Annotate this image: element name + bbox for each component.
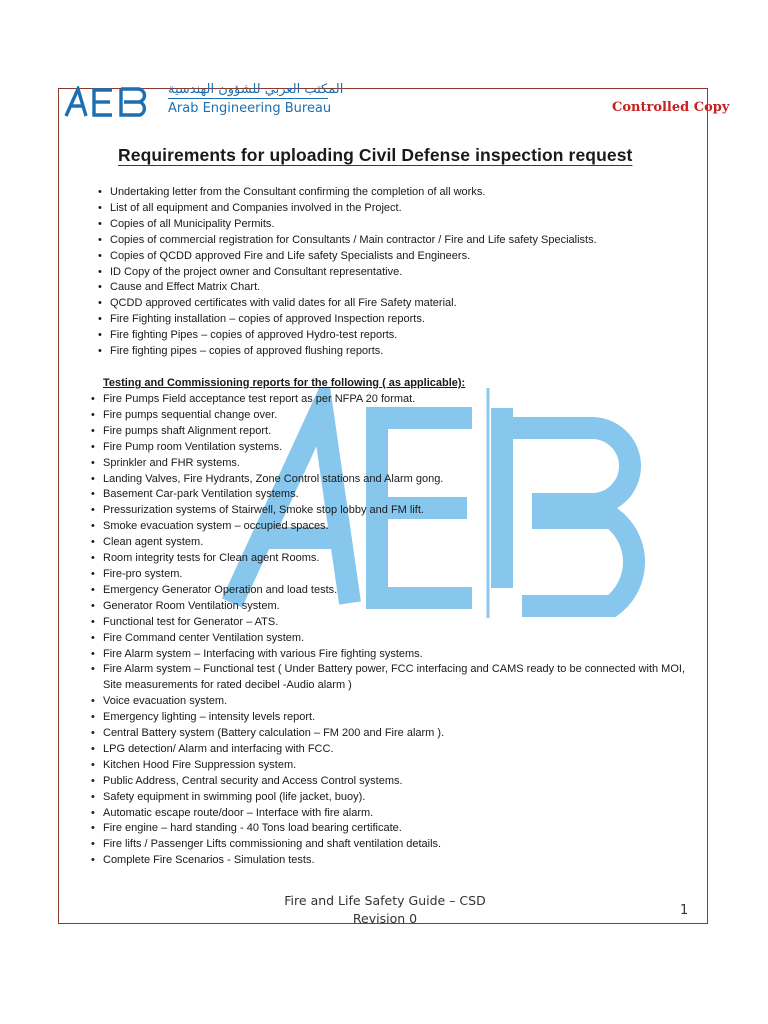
testing-section-heading: Testing and Commissioning reports for the following ( as applicable): bbox=[103, 377, 466, 389]
list-item bbox=[91, 535, 693, 551]
list-item-text: Generator Room Ventilation system. bbox=[103, 599, 280, 612]
list-item bbox=[91, 567, 693, 583]
list-item bbox=[98, 201, 597, 217]
footer-revision: Revision 0 bbox=[352, 911, 418, 926]
bullet-icon: • bbox=[91, 663, 95, 676]
bullet-icon: • bbox=[91, 790, 95, 803]
list-item bbox=[91, 456, 693, 472]
bullet-icon: • bbox=[91, 647, 95, 660]
list-item bbox=[91, 821, 693, 837]
list-item-text: Landing Valves, Fire Hydrants, Zone Control stations and Alarm gong. bbox=[103, 472, 444, 485]
list-item-text: Fire fighting pipes – copies of approved flushing reports. bbox=[110, 345, 384, 358]
bullet-icon: • bbox=[91, 631, 95, 644]
list-item-text: Room integrity tests for Clean agent Rooms. bbox=[103, 552, 320, 565]
list-item bbox=[91, 551, 693, 567]
bullet-icon: • bbox=[98, 249, 102, 262]
bullet-icon: • bbox=[91, 615, 95, 628]
list-item bbox=[91, 503, 693, 519]
list-item-text: Fire fighting Pipes – copies of approved Hydro-test reports. bbox=[110, 329, 398, 342]
bullet-icon: • bbox=[91, 838, 95, 851]
list-item-text: Undertaking letter from the Consultant confirming the completion of all works. bbox=[110, 186, 486, 198]
list-item bbox=[91, 774, 693, 790]
list-item-text: ID Copy of the project owner and Consultant representative. bbox=[110, 265, 403, 278]
list-item bbox=[91, 440, 693, 456]
list-item-text: List of all equipment and Companies involved in the Project. bbox=[110, 201, 402, 214]
page-number: 1 bbox=[680, 903, 689, 918]
bullet-icon: • bbox=[98, 217, 102, 230]
list-item-text: Fire engine – hard standing - 40 Tons load bearing certificate. bbox=[103, 822, 402, 835]
bullet-icon: • bbox=[98, 186, 102, 198]
bullet-icon: • bbox=[98, 281, 102, 294]
list-item bbox=[91, 615, 693, 631]
bullet-icon: • bbox=[91, 822, 95, 835]
list-item bbox=[98, 217, 597, 233]
list-item bbox=[91, 647, 693, 663]
list-item bbox=[91, 790, 693, 806]
bullet-icon: • bbox=[91, 440, 95, 453]
bullet-icon: • bbox=[91, 393, 95, 405]
bullet-icon: • bbox=[91, 854, 95, 867]
list-item-text: Automatic escape route/door – Interface with fire alarm. bbox=[103, 806, 374, 819]
list-item-text: Copies of commercial registration for Consultants / Main contractor / Fire and Life safety Specialists. bbox=[110, 233, 597, 246]
list-item bbox=[98, 328, 597, 344]
bullet-icon: • bbox=[91, 472, 95, 485]
list-item bbox=[98, 249, 597, 265]
list-item bbox=[91, 726, 693, 742]
list-item-text: Clean agent system. bbox=[103, 536, 204, 549]
bullet-icon: • bbox=[91, 456, 95, 469]
list-item bbox=[91, 758, 693, 774]
list-item-text: Copies of all Municipality Permits. bbox=[110, 217, 275, 230]
list-item-text: Emergency Generator Operation and load tests. bbox=[103, 583, 338, 596]
list-item-text: Fire pumps shaft Alignment report. bbox=[103, 424, 272, 437]
list-item-text: Fire-pro system. bbox=[103, 567, 183, 580]
bullet-icon: • bbox=[91, 774, 95, 787]
list-item-text: Kitchen Hood Fire Suppression system. bbox=[103, 758, 297, 771]
bullet-icon: • bbox=[91, 536, 95, 549]
list-item bbox=[91, 392, 693, 408]
list-item bbox=[91, 487, 693, 503]
list-item bbox=[98, 280, 597, 296]
list-item-text: Fire Pumps Field acceptance test report as per NFPA 20 format. bbox=[103, 393, 416, 405]
bullet-icon: • bbox=[91, 583, 95, 596]
list-item-text: QCDD approved certificates with valid dates for all Fire Safety material. bbox=[110, 297, 457, 310]
list-item bbox=[98, 312, 597, 328]
list-item bbox=[91, 472, 693, 488]
bullet-icon: • bbox=[91, 742, 95, 755]
company-arabic-name: المكتب العربي للشؤون الهندسية bbox=[168, 82, 344, 97]
list-item-text: Voice evacuation system. bbox=[103, 695, 228, 708]
bullet-icon: • bbox=[91, 488, 95, 501]
list-item-text: Fire pumps sequential change over. bbox=[103, 408, 278, 421]
bullet-icon: • bbox=[98, 297, 102, 310]
list-item-text: Fire Fighting installation – copies of approved Inspection reports. bbox=[110, 313, 425, 326]
list-item-text: Fire Command center Ventilation system. bbox=[103, 631, 305, 644]
list-item bbox=[91, 519, 693, 535]
bullet-icon: • bbox=[91, 408, 95, 421]
bullet-icon: • bbox=[91, 424, 95, 437]
requirements-list bbox=[98, 185, 597, 360]
list-item bbox=[98, 296, 597, 312]
list-item bbox=[91, 837, 693, 853]
list-item bbox=[98, 185, 597, 201]
bullet-icon: • bbox=[91, 504, 95, 517]
bullet-icon: • bbox=[98, 345, 102, 358]
list-item-text: Fire Alarm system – Functional test ( Under Battery power, FCC interfacing and CAMS ready to be connected with MOI, Site measurements for rated decibel -Audio alarm ) bbox=[103, 663, 686, 692]
bullet-icon: • bbox=[98, 329, 102, 342]
list-item bbox=[91, 710, 693, 726]
controlled-copy-stamp: Controlled Copy bbox=[612, 100, 730, 115]
bullet-icon: • bbox=[98, 233, 102, 246]
testing-list bbox=[91, 392, 693, 869]
list-item-text: Public Address, Central security and Access Control systems. bbox=[103, 774, 403, 787]
bullet-icon: • bbox=[91, 599, 95, 612]
list-item-text: Emergency lighting – intensity levels report. bbox=[103, 711, 316, 724]
bullet-icon: • bbox=[91, 711, 95, 724]
list-item-text: Sprinkler and FHR systems. bbox=[103, 456, 240, 469]
list-item-text: Basement Car-park Ventilation systems. bbox=[103, 488, 299, 501]
list-item-text: LPG detection/ Alarm and interfacing with FCC. bbox=[103, 742, 334, 755]
list-item bbox=[91, 408, 693, 424]
list-item-text: Fire Pump room Ventilation systems. bbox=[103, 440, 283, 453]
company-english-name: Arab Engineering Bureau bbox=[168, 101, 332, 116]
list-item bbox=[91, 742, 693, 758]
bullet-icon: • bbox=[91, 695, 95, 708]
footer-guide-title: Fire and Life Safety Guide – CSD bbox=[284, 893, 486, 908]
bullet-icon: • bbox=[91, 552, 95, 565]
bullet-icon: • bbox=[91, 567, 95, 580]
list-item bbox=[91, 631, 693, 647]
list-item bbox=[98, 265, 597, 281]
list-item bbox=[91, 694, 693, 710]
list-item-text: Copies of QCDD approved Fire and Life safety Specialists and Engineers. bbox=[110, 249, 471, 262]
list-item bbox=[98, 344, 597, 360]
page-title: Requirements for uploading Civil Defense inspection request bbox=[118, 145, 633, 165]
list-item-text: Pressurization systems of Stairwell, Smoke stop lobby and FM lift. bbox=[103, 504, 424, 517]
list-item-text: Central Battery system (Battery calculation – FM 200 and Fire alarm ). bbox=[103, 727, 445, 740]
bullet-icon: • bbox=[91, 806, 95, 819]
bullet-icon: • bbox=[91, 520, 95, 533]
list-item-text: Cause and Effect Matrix Chart. bbox=[110, 281, 261, 294]
logo-divider bbox=[168, 98, 328, 99]
list-item-text: Smoke evacuation system – occupied spaces. bbox=[103, 520, 329, 533]
footer bbox=[270, 892, 500, 928]
list-item bbox=[91, 599, 693, 615]
bullet-icon: • bbox=[98, 265, 102, 278]
list-item bbox=[91, 853, 693, 869]
list-item bbox=[91, 806, 693, 822]
bullet-icon: • bbox=[91, 727, 95, 740]
list-item bbox=[91, 662, 693, 694]
list-item-text: Fire Alarm system – Interfacing with various Fire fighting systems. bbox=[103, 647, 423, 660]
list-item bbox=[91, 583, 693, 599]
list-item bbox=[98, 233, 597, 249]
list-item-text: Safety equipment in swimming pool (life jacket, buoy). bbox=[103, 790, 366, 803]
aeb-logo-icon bbox=[64, 86, 154, 118]
bullet-icon: • bbox=[98, 201, 102, 214]
list-item-text: Fire lifts / Passenger Lifts commissioning and shaft ventilation details. bbox=[103, 838, 442, 851]
bullet-icon: • bbox=[91, 758, 95, 771]
bullet-icon: • bbox=[98, 313, 102, 326]
list-item-text: Functional test for Generator – ATS. bbox=[103, 615, 279, 628]
list-item bbox=[91, 424, 693, 440]
list-item-text: Complete Fire Scenarios - Simulation tests. bbox=[103, 854, 315, 867]
